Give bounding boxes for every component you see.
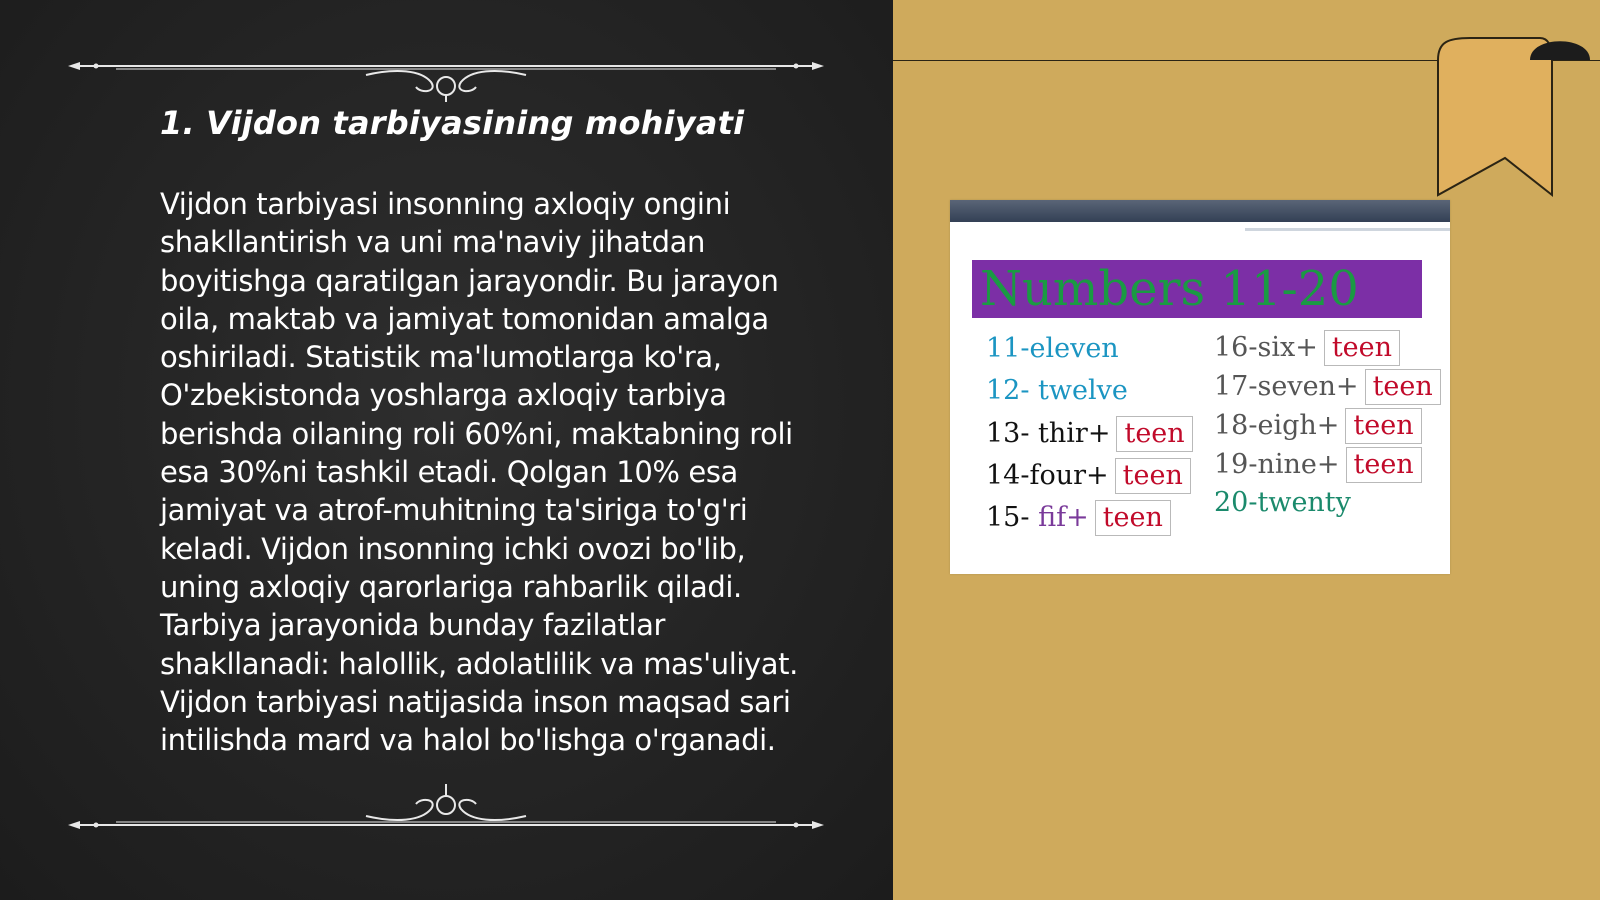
image-top-bar-line xyxy=(1245,228,1450,231)
body-line: shakllanadi: halollik, adolatlilik va mas'uliyat. xyxy=(160,646,798,681)
number-label: 18-eigh+ xyxy=(1214,410,1340,441)
number-label: 11-eleven xyxy=(986,333,1119,364)
teen-suffix-box: teen xyxy=(1116,416,1192,452)
body-line: boyitishga qaratilgan jarayondir. Bu jarayon xyxy=(160,263,779,298)
image-top-bar xyxy=(950,200,1450,222)
number-item xyxy=(1214,369,1441,405)
number-label: 17-seven+ xyxy=(1214,371,1359,402)
number-label: 13- thir+ xyxy=(986,418,1111,449)
number-item xyxy=(1214,408,1422,444)
number-prefix: 15- xyxy=(986,502,1039,533)
teen-suffix-box: teen xyxy=(1324,330,1400,366)
body-line: jamiyat va atrof-muhitning ta'siriga to'g'ri xyxy=(160,493,748,528)
body-line: oila, maktab va jamiyat tomonidan amalga xyxy=(160,301,769,336)
number-label: 14-four+ xyxy=(986,460,1109,491)
body-line: keladi. Vijdon insonning ichki ovozi bo'lib, xyxy=(160,531,746,566)
slide-title: 1. Vijdon tarbiyasining mohiyati xyxy=(160,104,745,142)
number-item xyxy=(986,332,1119,366)
number-item xyxy=(986,500,1171,536)
numbers-image xyxy=(950,200,1450,574)
body-line: Tarbiya jarayonida bunday fazilatlar xyxy=(160,608,666,643)
bookmark-ribbon-icon xyxy=(1430,30,1600,200)
number-label: 19-nine+ xyxy=(1214,449,1340,480)
teen-suffix-box: teen xyxy=(1095,500,1171,536)
bottom-flourish-divider xyxy=(66,772,826,832)
number-item xyxy=(986,374,1128,408)
body-line: O'zbekistonda yoshlarga axloqiy tarbiya xyxy=(160,378,727,413)
body-line: uning axloqiy qarorlariga rahbarlik qiladi. xyxy=(160,569,742,604)
number-item xyxy=(986,458,1191,494)
body-line: Vijdon tarbiyasi insonning axloqiy ongini xyxy=(160,187,731,221)
number-label: 12- twelve xyxy=(986,375,1128,406)
teen-suffix-box: teen xyxy=(1346,447,1422,483)
body-line: shakllantirish va uni ma'naviy jihatdan xyxy=(160,225,705,260)
body-line: berishda oilaning roli 60%ni, maktabning roli xyxy=(160,416,793,451)
number-item xyxy=(1214,330,1400,366)
number-item xyxy=(1214,447,1422,483)
number-label: 20-twenty xyxy=(1214,487,1351,518)
body-paragraph xyxy=(160,185,840,759)
teen-suffix-box: teen xyxy=(1115,458,1191,494)
number-label: 16-six+ xyxy=(1214,332,1318,363)
teen-suffix-box: teen xyxy=(1345,408,1421,444)
body-line: oshiriladi. Statistik ma'lumotlarga ko'ra, xyxy=(160,340,722,375)
teen-suffix-box: teen xyxy=(1365,369,1441,405)
body-line: esa 30%ni tashkil etadi. Qolgan 10% esa xyxy=(160,455,738,490)
body-line: intilishda mard va halol bo'lishga o'rganadi. xyxy=(160,723,776,758)
body-line: Vijdon tarbiyasi natijasida inson maqsad sari xyxy=(160,684,791,719)
image-heading: Numbers 11-20 xyxy=(972,260,1422,318)
number-item xyxy=(1214,486,1351,520)
number-item xyxy=(986,416,1193,452)
top-flourish-divider xyxy=(66,42,826,102)
number-label: fif+ xyxy=(1038,502,1089,533)
